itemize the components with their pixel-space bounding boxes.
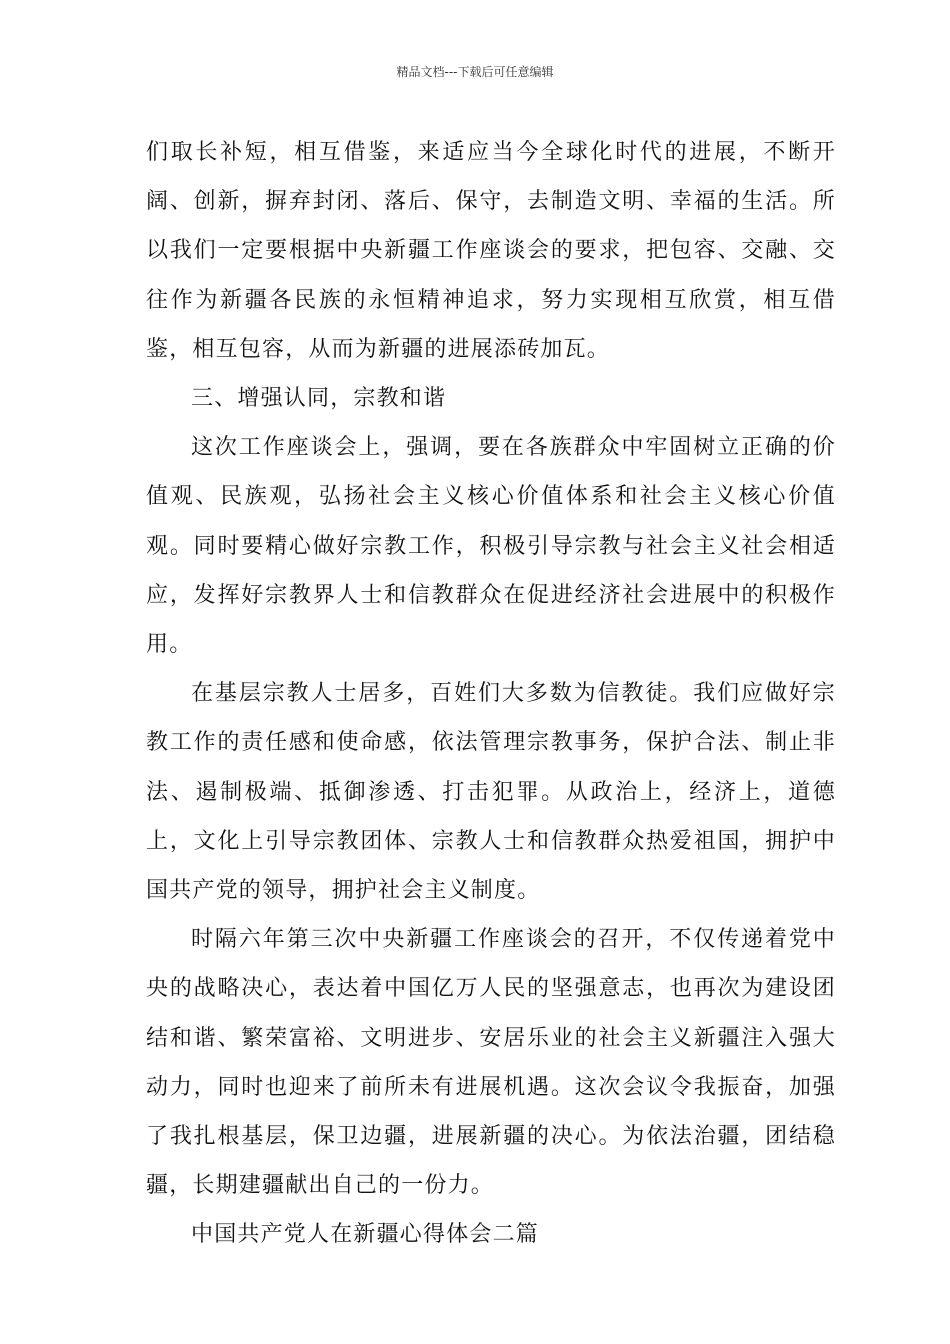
document-body <box>146 128 836 1260</box>
paragraph: 时隔六年第三次中央新疆工作座谈会的召开，不仅传递着党中央的战略决心，表达着中国亿万人民的坚强意志，也再次为建设团结和谐、繁荣富裕、文明进步、安居乐业的社会主义新疆注入强大动力，同时也迎来了前所未有进展机遇。这次会议令我振奋，加强了我扎根基层，保卫边疆，进展新疆的决心。为依法治疆，团结稳疆，长期建疆献出自己的一份力。 <box>146 927 836 1199</box>
paragraph: 在基层宗教人士居多，百姓们大多数为信教徒。我们应做好宗教工作的责任感和使命感，依法管理宗教事务，保护合法、制止非法、遏制极端、抵御渗透、打击犯罪。从政治上，经济上，道德上，文化上引导宗教团体、宗教人士和信教群众热爱祖国，拥护中国共产党的领导，拥护社会主义制度。 <box>146 681 836 904</box>
section-heading: 三、增强认同，宗教和谐 <box>191 386 447 412</box>
next-article-title: 中国共产党人在新疆心得体会二篇 <box>191 1222 540 1248</box>
paragraph: 这次工作座谈会上，强调，要在各族群众中牢固树立正确的价值观、民族观，弘扬社会主义核心价值体系和社会主义核心价值观。同时要精心做好宗教工作，积极引导宗教与社会主义社会相适应，发挥好宗教界人士和信教群众在促进经济社会进展中的积极作用。 <box>146 435 836 658</box>
paragraph-continuation: 们取长补短，相互借鉴，来适应当今全球化时代的进展，不断开阔、创新，摒弃封闭、落后、保守，去制造文明、幸福的生活。所以我们一定要根据中央新疆工作座谈会的要求，把包容、交融、交往作为新疆各民族的永恒精神追求，努力实现相互欣赏，相互借鉴，相互包容，从而为新疆的进展添砖加瓦。 <box>146 140 836 362</box>
page-header: 精品文档---下载后可任意编辑 <box>396 65 554 79</box>
